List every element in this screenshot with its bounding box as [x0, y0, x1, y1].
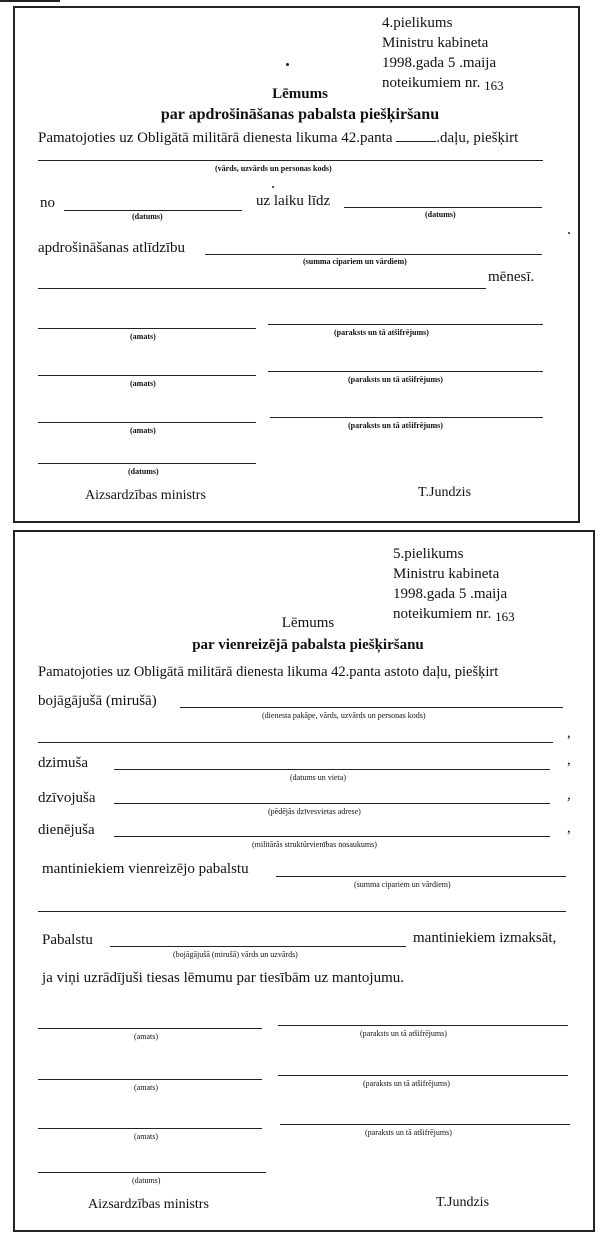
annex5-lived-line[interactable] [114, 803, 550, 804]
annex4-minister-name: T.Jundzis [418, 485, 472, 500]
annex5-signature-line-1[interactable] [278, 1025, 568, 1026]
annex5-condition: ja viņi uzrādījuši tiesas lēmumu par tiesībām uz mantojumu. [42, 970, 405, 986]
annex5-position-caption-2: (amats) [134, 1083, 158, 1092]
annex4-from-label: no [40, 195, 55, 211]
annex4-signature-caption-3: (paraksts un tā atšifrējums) [348, 421, 443, 430]
annex5-comma-1: , [567, 725, 571, 741]
annex5-born-line[interactable] [114, 769, 550, 770]
annex5-born-caption: (datums un vieta) [290, 773, 346, 782]
annex4-from-date-caption: (datums) [132, 212, 163, 221]
annex5-deceased-line2[interactable] [38, 742, 553, 743]
annex4-position-line-2[interactable] [38, 375, 256, 376]
annex5-frame [13, 530, 595, 1232]
annex4-signature-line-1[interactable] [268, 324, 543, 325]
annex4-comp-label: apdrošināšanas atlīdzību [38, 240, 186, 256]
annex4-until-label: uz laiku līdz [256, 193, 331, 209]
annex5-heirs-caption: (summa cipariem un vārdiem) [354, 880, 451, 889]
annex4-header-line3: 1998.gada 5 .maija [382, 55, 497, 71]
annex4-from-date-line[interactable] [64, 210, 242, 211]
annex5-header-prefix: noteikumiem nr. [393, 606, 492, 622]
annex5-signature-caption-1: (paraksts un tā atšifrējums) [360, 1029, 447, 1038]
annex5-benefit-label: Pabalstu [42, 932, 93, 948]
annex4-comp-line[interactable] [205, 254, 542, 255]
annex5-header-line3: 1998.gada 5 .maija [393, 586, 508, 602]
annex4-intro-prefix: Pamatojoties uz Obligātā militārā dienesta likuma 42.panta [38, 130, 393, 146]
annex5-served-label: dienējuša [38, 822, 95, 838]
annex5-heirs-line[interactable] [276, 876, 566, 877]
annex4-position-caption-2: (amats) [130, 379, 156, 388]
annex5-signature-line-2[interactable] [278, 1075, 568, 1076]
annex5-position-line-1[interactable] [38, 1028, 262, 1029]
annex4-dot [286, 63, 289, 66]
annex5-lived-label: dzīvojuša [38, 790, 96, 806]
annex5-header [393, 544, 515, 624]
annex5-name-caption: (bojāgājušā (mirušā) vārds un uzvārds) [173, 950, 298, 959]
annex5-comma-4: , [567, 820, 571, 836]
annex5-position-line-3[interactable] [38, 1128, 262, 1129]
annex4-sum-caption: (summa cipariem un vārdiem) [303, 257, 407, 266]
annex5-signature-line-3[interactable] [280, 1124, 570, 1125]
annex4-sum-line2[interactable] [38, 288, 486, 289]
annex4-signature-caption-2: (paraksts un tā atšifrējums) [348, 375, 443, 384]
annex5-header-line1: 5.pielikums [393, 546, 464, 562]
annex4-dot2 [272, 186, 274, 188]
annex4-signature-caption-1: (paraksts un tā atšifrējums) [334, 328, 429, 337]
annex5-served-caption: (militārās struktūrvienības nosaukums) [252, 840, 377, 849]
annex5-header-number: 163 [495, 609, 515, 624]
annex5-comma-3: , [567, 787, 571, 803]
annex4-intro [38, 130, 518, 147]
annex4-position-caption-1: (amats) [130, 332, 156, 341]
annex4-name-line[interactable] [38, 160, 543, 161]
annex5-date-caption: (datums) [132, 1176, 161, 1185]
annex4-header [382, 13, 504, 93]
annex5-born-label: dzimuša [38, 755, 88, 771]
annex5-signature-caption-3: (paraksts un tā atšifrējums) [365, 1128, 452, 1137]
annex5-name-line[interactable] [110, 946, 406, 947]
annex4-header-prefix: noteikumiem nr. [382, 75, 481, 91]
annex4-paragraph-blank[interactable] [396, 141, 436, 142]
annex4-name-caption: (vārds, uzvārds un personas kods) [215, 164, 332, 173]
annex4-date-line[interactable] [38, 463, 256, 464]
annex5-position-caption-1: (amats) [134, 1032, 158, 1041]
annex4-header-line2: Ministru kabineta [382, 35, 489, 51]
annex4-until-date-caption: (datums) [425, 210, 456, 219]
annex4-title: Lēmums [272, 86, 328, 102]
annex4-minister-label: Aizsardzības ministrs [85, 488, 206, 503]
annex5-comma-2: , [567, 752, 571, 768]
annex4-position-line-3[interactable] [38, 422, 256, 423]
annex4-until-date-line[interactable] [344, 207, 542, 208]
annex5-deceased-caption: (dienesta pakāpe, vārds, uzvārds un personas kods) [262, 711, 426, 720]
annex4-dot3 [568, 232, 570, 234]
annex5-intro: Pamatojoties uz Obligātā militārā dienesta likuma 42.panta astoto daļu, piešķirt [38, 664, 499, 680]
annex5-position-line-2[interactable] [38, 1079, 262, 1080]
annex5-minister-name: T.Jundzis [436, 1195, 490, 1210]
annex5-date-line[interactable] [38, 1172, 266, 1173]
annex5-header-line2: Ministru kabineta [393, 566, 500, 582]
annex4-date-caption: (datums) [128, 467, 159, 476]
annex4-month-label: mēnesī. [488, 269, 535, 285]
annex4-header-line1: 4.pielikums [382, 15, 453, 31]
annex5-title: Lēmums [281, 615, 335, 631]
annex5-served-line[interactable] [114, 836, 550, 837]
annex5-deceased-line[interactable] [180, 707, 563, 708]
annex4-position-caption-3: (amats) [130, 426, 156, 435]
annex4-intro-suffix: .daļu, piešķirt [436, 130, 519, 146]
annex4-signature-line-2[interactable] [268, 371, 543, 372]
annex5-deceased-label: bojāgājušā (mirušā) [38, 693, 157, 709]
annex4-position-line-1[interactable] [38, 328, 256, 329]
annex5-lived-caption: (pēdējās dzīvesvietas adrese) [268, 807, 361, 816]
annex5-pay-label: mantiniekiem izmaksāt, [413, 930, 557, 946]
annex5-subtitle: par vienreizējā pabalsta piešķiršanu [192, 637, 424, 653]
annex5-position-caption-3: (amats) [134, 1132, 158, 1141]
annex4-header-number: 163 [484, 78, 504, 93]
annex5-heirs-label: mantiniekiem vienreizējo pabalstu [42, 861, 249, 877]
annex4-subtitle: par apdrošināšanas pabalsta piešķiršanu [160, 106, 440, 123]
annex5-signature-caption-2: (paraksts un tā atšifrējums) [363, 1079, 450, 1088]
annex5-sum-line2[interactable] [38, 911, 566, 912]
annex4-signature-line-3[interactable] [270, 417, 543, 418]
annex5-minister-label: Aizsardzības ministrs [88, 1197, 209, 1212]
